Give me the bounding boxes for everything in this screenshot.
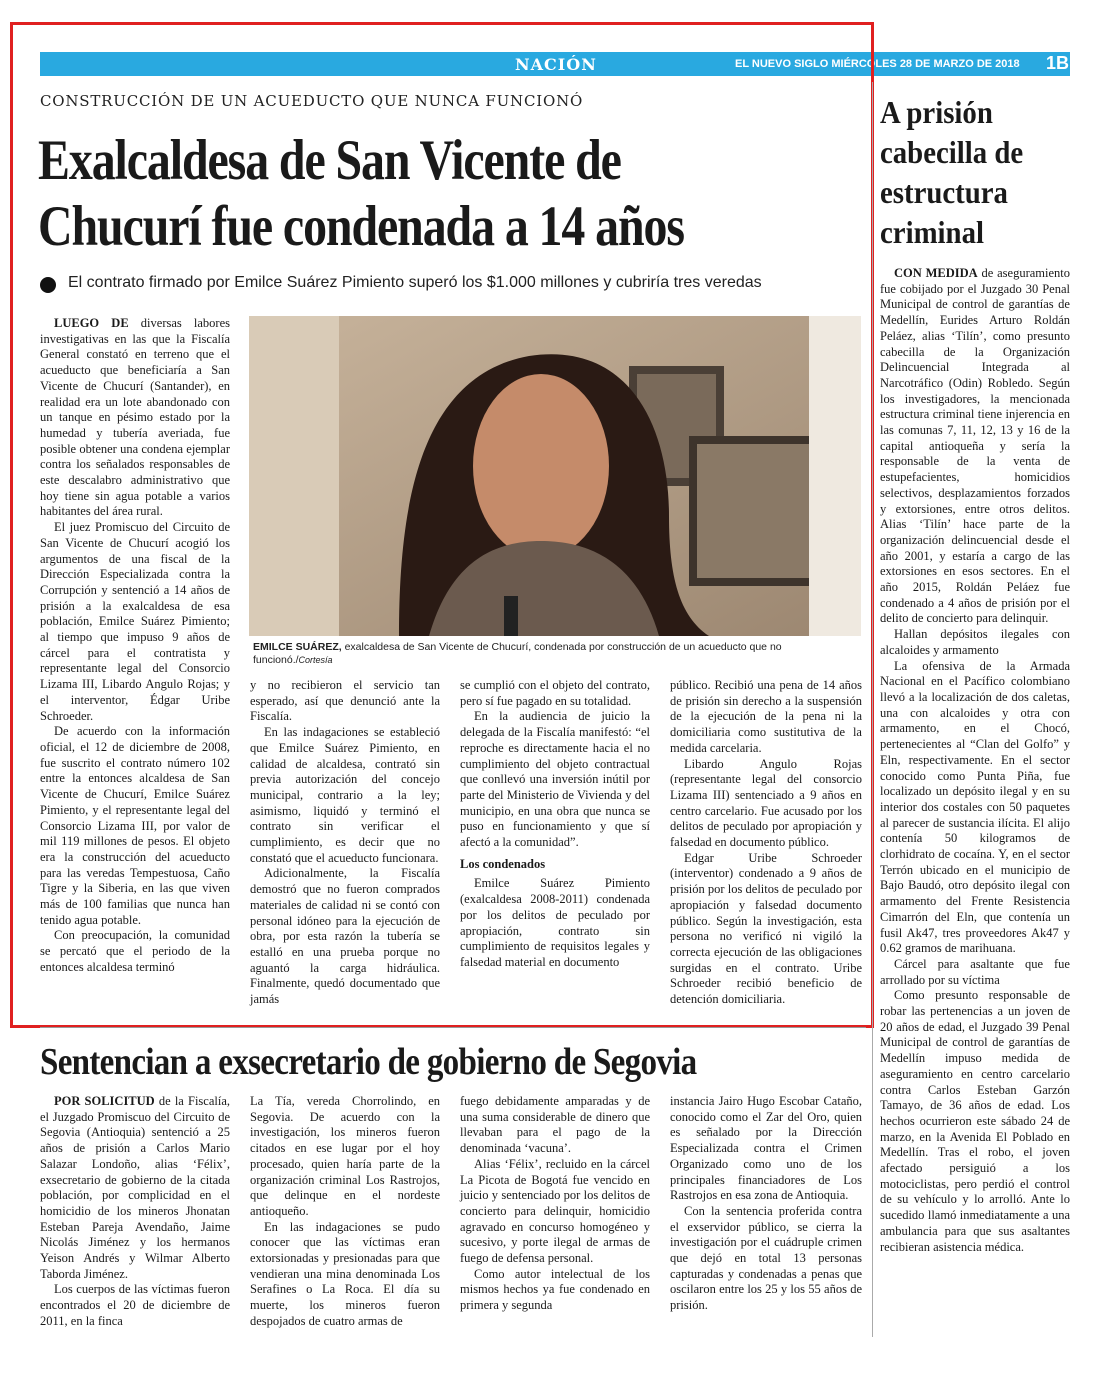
- paragraph: Alias ‘Félix’, recluido en la cárcel La Picota de Bogotá fue vencido en juicio y sentenciado por los delitos de concierto para delinquir, homicidio agravado en concurso homogéneo y sucesivo, y porte ilegal de armas de fuego de defensa personal.: [460, 1156, 650, 1266]
- paragraph: Emilce Suárez Pimiento (exalcaldesa 2008-2011) condenada por los delitos de peculado por apropiación, contrato sin cumplimiento de requisitos legales y falsedad material en documento: [460, 876, 650, 969]
- article-column-3: [460, 678, 650, 971]
- paragraph: En las indagaciones se estableció que Emilce Suárez Pimiento, en calidad de alcaldesa, contrató sin previa autorización del concejo municipal, contrario a la ley; asimismo, liquidó y terminó el contrato sin verificar el cumplimiento, es decir que no constató que el acueducto funcionara.: [250, 725, 440, 865]
- paragraph: La Tía, vereda Chorrolindo, en Segovia. De acuerdo con la investigación, los mineros fueron citados en ese lugar por el hoy procesado, quien haría parte de la organización criminal Los Rastrojos, que delinque en el nordeste antioqueño.: [250, 1094, 440, 1218]
- sidebar-column: [880, 266, 1070, 1255]
- paragraph: diversas labores investigativas en las que la Fiscalía General constató en terreno que el acueducto que beneficiaría a San Vicente de Chucurí (Santander), en realidad era un lote abandonado con un tanque en pésimo estado por la humedad y tubería averiada, fue posible obtener una condena ejemplar contra los señalados responsables de este descalabro administrativo que hoy tiene sin agua potable a varios habitantes del área rural.: [40, 316, 230, 519]
- lead-in: CON MEDIDA: [894, 266, 978, 280]
- paragraph: fuego debidamente amparadas y de una suma considerable de dinero que llevaban para el pago de la denominada ‘vacuna’.: [460, 1094, 650, 1156]
- article-subhead: El contrato firmado por Emilce Suárez Pimiento superó los $1.000 millones y cubriría tres veredas: [68, 274, 762, 291]
- article-column-1: [40, 316, 230, 976]
- paragraph: Como presunto responsable de robar las pertenencias a un joven de 20 años de edad, el Juzgado 39 Penal Municipal de control de garantías de Medellín impuso medida de aseguramiento en centro carcelario contra Carlos Esteban Garzón Tamayo, de 36 años de edad. Los hechos ocurrieron este sábado 24 de marzo, en la Avenida El Poblado en Medellín. Tras el robo, el joven afectado persiguió a los motociclistas, pero perdió el control de su vehículo y lo arrolló. Ante lo sucedido llamó inmediatamente a una ambulancia para que sus asaltantes recibieran asistencia médica.: [880, 988, 1070, 1254]
- paragraph: Como autor intelectual de los mismos hechos ya fue condenado en primera y segunda: [460, 1266, 650, 1313]
- paragraph: de la Fiscalía, el Juzgado Promiscuo del Circuito de Segovia (Antioquia) sentenció a 25 años de prisión a Carlos Mario Salazar Londoño, alias ‘Félix’, exsecretario de gobierno de la citada población, por complicidad en el homicidio de los mineros Jhonatan Esteban Pareja Avendaño, Jaime Nicolás Jiménez y los hermanos Yeison Andrés y Wilmar Alberto Taborda Jiménez.: [40, 1094, 230, 1281]
- article-column-2: [250, 678, 440, 1008]
- article2-column-4: [670, 1094, 862, 1314]
- subtitle: Los condenados: [460, 856, 546, 871]
- lead-in: LUEGO DE: [54, 316, 129, 330]
- article-headline: [38, 128, 727, 260]
- paragraph: En las indagaciones se pudo conocer que las víctimas eran extorsionadas y presionadas para que vendieran una mina denominada Los Serafines o La Roca. El día su muerte, los mineros fueron despojados de cuatro armas de: [250, 1219, 440, 1328]
- headline-line-2: Chucurí fue condenada a 14 años: [38, 195, 684, 258]
- column-divider: [872, 82, 873, 1337]
- section-name: NACIÓN: [515, 55, 597, 74]
- paragraph: instancia Jairo Hugo Escobar Cataño, conocido como el Zar del Oro, quien es señalado por la Dirección Especializada contra el Crimen Organizado como uno de los principales financiadores de Los Rastrojos en esa zona de Antioquia.: [670, 1094, 862, 1203]
- paragraph: En la audiencia de juicio la delegada de la Fiscalía manifestó: “el reproche es directamente hacia el no cumplimiento del objeto contractual que conllevó una inversión inútil por parte del Ministerio de Vivienda y del municipio, en una obra que nunca se puso en funcionamiento y que sí afectó a la comunidad”.: [460, 709, 650, 850]
- paragraph: público. Recibió una pena de 14 años de prisión sin derecho a la suspensión de la ejecución de la pena ni la domiciliaria como sustitutiva de la medida carcelaria.: [670, 678, 862, 755]
- caption-text: exalcaldesa de San Vicente de Chucurí, condenada por construcción de un acueducto que no funcionó./: [253, 641, 782, 666]
- lead-in: POR SOLICITUD: [54, 1094, 155, 1108]
- article2-headline: Sentencian a exsecretario de gobierno de Segovia: [40, 1041, 697, 1083]
- caption-name: EMILCE SUÁREZ,: [253, 641, 342, 653]
- photo-caption: [253, 641, 858, 667]
- article2-column-2: [250, 1094, 440, 1330]
- article-photo: [249, 316, 861, 636]
- article-kicker: CONSTRUCCIÓN DE UN ACUEDUCTO QUE NUNCA FUNCIONÓ: [40, 92, 584, 110]
- page-number: 1B: [1046, 53, 1070, 73]
- paragraph: Cárcel para asaltante que fue arrollado por su víctima: [880, 956, 1070, 987]
- paragraph: se cumplió con el objeto del contrato, pero sí fue pagado en su totalidad.: [460, 678, 650, 708]
- paragraph: El juez Promiscuo del Circuito de San Vicente de Chucurí acogió los argumentos de una fiscal de la Dirección Especializada contra la Corrupción y sentenció a 14 años de prisión a la exalcaldesa de esa población, Emilce Suárez Pimiento; al tiempo que impuso 9 años de cárcel para el contratista y representante legal del Consorcio Lizama III, Libardo Angulo Rojas; y el interventor, Édgar Uribe Schroeder.: [40, 520, 230, 723]
- article-column-4: [670, 678, 862, 1008]
- paragraph: Edgar Uribe Schroeder (interventor) condenado a 9 años de prisión por los delitos de peculado por apropiación y falsedad documento público. Según la investigación, esta persona no verificó ni vigiló la correcta ejecución de las obligaciones surgidas en el contrato. Uribe Schroeder recibió beneficio de detención domiciliaria.: [670, 850, 862, 1007]
- bullet-icon: [40, 277, 56, 293]
- paragraph: Libardo Angulo Rojas (representante legal del consorcio Lizama III) sentenciado a 9 años en centro carcelario. Fue acusado por los delitos de peculado por apropiación y falsedad en documento público.: [670, 756, 862, 850]
- newspaper-date: EL NUEVO SIGLO MIÉRCOLES 28 DE MARZO DE 2018: [735, 58, 1020, 70]
- article2-column-1: [40, 1094, 230, 1330]
- paragraph: de aseguramiento fue cobijado por el Juzgado 30 Penal Municipal de control de garantías de Medellín, Eurides Arturo Roldán Peláez, alias ‘Tilín’, como presunto cabecilla de la Organización Delincuencial Integrada al Narcotráfico (Odin) Robledo. Según los investigadores, la mencionada estructura criminal tiene injerencia en las comunas 7, 11, 12, 13 y 16 de la capital antioqueña y sería la responsable de la venta de estupefacientes, homicidios selectivos, desplazamientos forzados y extorsiones, entre otros delitos. Alias ‘Tilín’ hace parte de la organización delincuencial desde el año 2001, y estaría a cargo de las extorsiones en esos sectores. En el año 2015, Roldán Peláez fue condenado a 4 años de prisión por el delito de concierto para delinquir.: [880, 266, 1071, 626]
- divider: [40, 1027, 866, 1028]
- paragraph: Adicionalmente, la Fiscalía demostró que no fueron comprados materiales de calidad ni se contó con personal idóneo para la ejecución de obra, por esta razón la tubería se estalló en una prueba porque no aguantó la carga hidráulica. Finalmente, quedó documentado que jamás: [250, 866, 440, 1007]
- paragraph: La ofensiva de la Armada Nacional en el Pacífico colombiano llevó a la localización de dos caletas, una con alcaloides y otra con armamento, en el Chocó, pertenecientes al “Clan del Golfo” y Eln, respectivamente. En el sector conocido como Punta Piña, fue localizado un depósito ilegal y en su interior dos costales con 50 paquetes al parecer de sustancia ilícita. El alijo contenía 50 kilogramos de clorhidrato de cocaína. Y, en el sector Terrón ubicado en el municipio de Bajo Baudó, otro depósito ilegal con armamento del Frente Resistencia Cimarrón del Eln, que contenía un fusil Ak47, tres proveedores Ak47 y 0.62 gramos de marihuana.: [880, 658, 1070, 956]
- sidebar-headline: A prisión cabecilla de estructura criminal: [880, 94, 1024, 250]
- paragraph: Los cuerpos de las víctimas fueron encontrados el 20 de diciembre de 2011, en la finca: [40, 1282, 230, 1328]
- paragraph: Con la sentencia proferida contra el exservidor público, se cierra la investigación por el cuádruple crimen que dejó en total 13 personas capturadas y condenadas a penas que oscilaron entre los 25 y los 55 años de prisión.: [670, 1203, 862, 1313]
- caption-credit: Cortesía: [298, 655, 333, 665]
- paragraph: y no recibieron el servicio tan esperado, así que denunció ante la Fiscalía.: [250, 678, 440, 724]
- paragraph: Con preocupación, la comunidad se percató que el periodo de la entonces alcaldesa terminó: [40, 928, 230, 974]
- paragraph: De acuerdo con la información oficial, el 12 de diciembre de 2008, fue suscrito el contrato número 102 entre la entonces alcaldesa de San Vicente de Chucurí, Emilce Suárez Pimiento, y el representante legal del Consorcio Lizama III, por valor de mil 119 millones de pesos. El objeto era la construcción del acueducto para las veredas Tempestuosa, Caño Tigre y la Siberia, en las que viven más de 100 familias que nunca han tenido agua potable.: [40, 724, 230, 927]
- paragraph: Hallan depósitos ilegales con alcaloides y armamento: [880, 627, 1070, 657]
- headline-line-1: Exalcaldesa de San Vicente de: [38, 129, 621, 192]
- article2-column-3: [460, 1094, 650, 1314]
